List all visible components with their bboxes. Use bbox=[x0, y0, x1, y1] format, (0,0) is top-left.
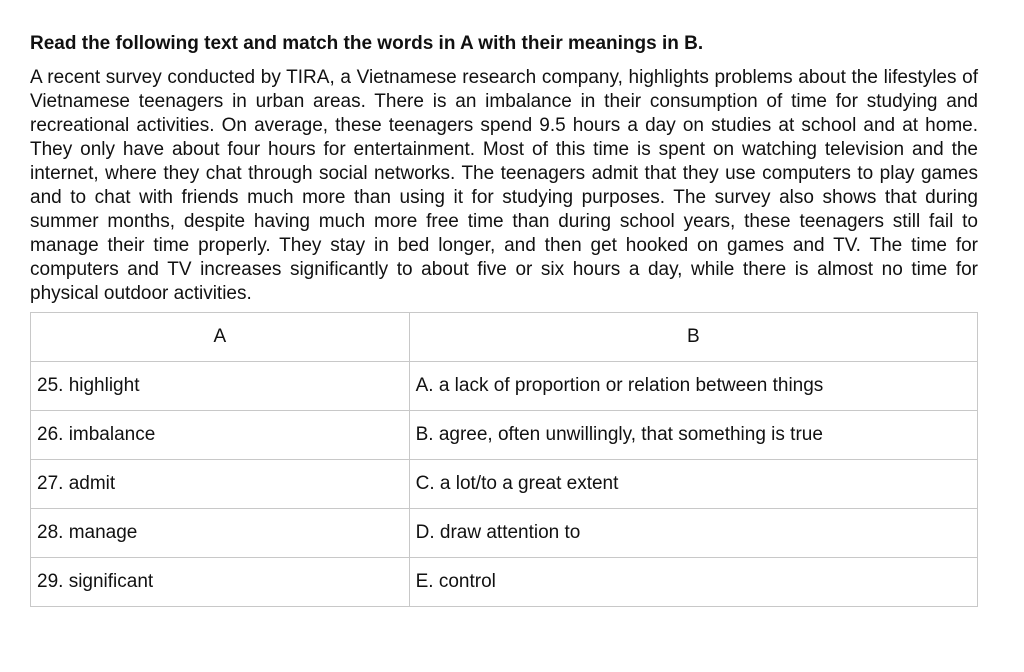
exercise-page bbox=[30, 28, 978, 607]
meaning-cell: B. agree, often unwillingly, that something is true bbox=[409, 411, 977, 460]
table-row bbox=[31, 411, 978, 460]
table-row bbox=[31, 509, 978, 558]
word-cell: 28. manage bbox=[31, 509, 410, 558]
meaning-cell: D. draw attention to bbox=[409, 509, 977, 558]
column-header-a: A bbox=[31, 313, 410, 362]
meaning-cell: C. a lot/to a great extent bbox=[409, 460, 977, 509]
table-header-row bbox=[31, 313, 978, 362]
table-row bbox=[31, 362, 978, 411]
word-cell: 29. significant bbox=[31, 558, 410, 607]
exercise-heading: Read the following text and match the words in A with their meanings in B. bbox=[30, 33, 704, 54]
column-header-b: B bbox=[409, 313, 977, 362]
reading-passage: A recent survey conducted by TIRA, a Vietnamese research company, highlights problems about the lifestyles of Vietnamese teenagers in urban areas. There is an imbalance in their consumption of time for studying and recreational activities. On average, these teenagers spend 9.5 hours a day on studies at school and at home. They only have about four hours for entertainment. Most of this time is spent on watching television and the internet, where they chat through social networks. The teenagers admit that they use computers to play games and to chat with friends much more than using it for studying purposes. The survey also shows that during summer months, despite having much more free time than during school years, these teenagers still fail to manage their time properly. They stay in bed longer, and then get hooked on games and TV. The time for computers and TV increases significantly to about five or six hours a day, while there is almost no time for physical outdoor activities. bbox=[30, 67, 978, 304]
meaning-cell: E. control bbox=[409, 558, 977, 607]
word-cell: 26. imbalance bbox=[31, 411, 410, 460]
table-row bbox=[31, 460, 978, 509]
meaning-cell: A. a lack of proportion or relation between things bbox=[409, 362, 977, 411]
table-row bbox=[31, 558, 978, 607]
matching-table bbox=[30, 312, 978, 607]
word-cell: 27. admit bbox=[31, 460, 410, 509]
word-cell: 25. highlight bbox=[31, 362, 410, 411]
